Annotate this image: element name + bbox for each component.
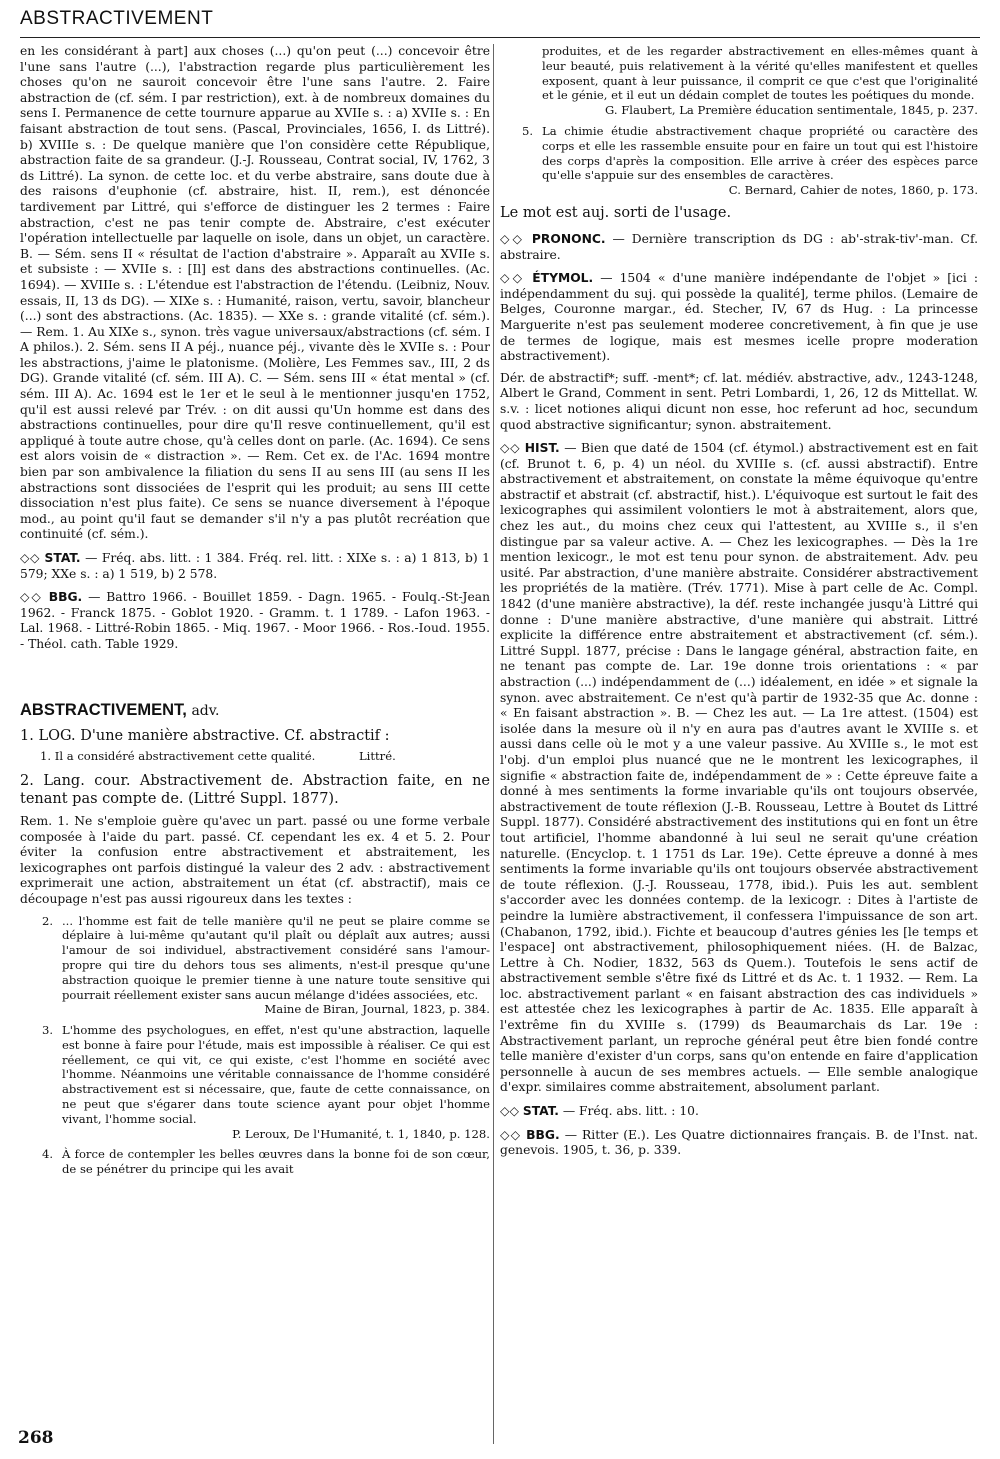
left-column: [20, 44, 490, 1183]
diamond-icon: ◇◇: [500, 1104, 519, 1119]
stat-text: — Fréq. abs. litt. : 10.: [562, 1104, 699, 1119]
definition-1: 1. LOG. D'une manière abstractive. Cf. abstractif :: [20, 728, 390, 745]
stat-label: STAT.: [522, 1104, 559, 1119]
example-5-text: La chimie étudie abstractivement chaque propriété ou caractère des corps et elle les rassemble ensuite pour en faire un tout qui est l'histoire des corps d'après la composition. Elle arrive à créer des espèces parce qu'elle s'appuie sur des ensembles de caractères.: [542, 123, 978, 183]
prononc-text: — Dernière transcription ds DG : ab'-strak-tiv'-man. Cf. abstraire.: [500, 231, 978, 262]
hist-text: — Bien que daté de 1504 (cf. étymol.) abstractivement est en fait (cf. Brunot t. 6, p. 4) un néol. du XVIIIe s. (cf. aussi abstractif). Entre abstractivement et abstraitement, on constate la même équivoque qu'entre abstractif et abstrait (cf. abstractif, hist.). L'équivoque est surtout le fait des lexicographes qui assimilent volontiers le mot à abstraitement, alors que, chez les aut., du moins chez ceux qui l'attestent, au XVIIIe s., il s'en distingue par sa valeur active. A. — Chez les lexicographes. — Dès la 1re mention lexicogr., le mot est tenu pour synon. de abstraitement. Adv. peu usité. Par abstraction, d'une manière abstraite. Considérer abstractivement les propriétés de la matière. (Trév. 1771). Mise à part celle de Ac. Compl. 1842 (d'une manière abstractive), la déf. reste inchangée jusqu'à Littré qui donne : D'une manière abstractive, d'une manière qui abstrait. Littré explicite la différence entre abstraitement et abstractivement (cf. sém.). Littré Suppl. 1877, précise : Dans le langage général, abstraction faite, en ne tenant pas compte de. Lar. 19e donne trois orientations : « par abstraction (...) indépendamment de (...) idéalement, en idée » et signale la synon. avec abstraitement. Ce n'est qu'à partir de 1932-35 que Ac. donne : « En faisant abstraction ». B. — Chez les aut. — La 1re attest. (1504) est isolée dans la mesure où il n'y en aura pas d'autres avant le XVIIIe s. et aussi dans celle où le mot y a une valeur passive. Au XVIIIe s., le mot est l'obj. d'un emploi plus nuancé que ne le montrent les lexicographes, il signifie « abstraction faite de, indépendamment de » : Cette épreuve faite a donné à mes sentiments la forme invariable qu'ils ont toujours observée, abstractivement de toute réflexion (J.-B. Rousseau, Lettre à Boutet ds Littré Suppl. 1877). Considéré abstractivement des institutions qui en font un être tout artificiel, l'homme abandonné à lui seul ne serait qu'une création naturelle. (Encyclop. t. 1 1751 ds Lar. 19e). Cette épreuve a donné à mes sentiments la forme invariable qu'ils ont toujours observée abstractivement de toute réflexion. (J.-J. Rousseau, 1778, ibid.). Puis les aut. semblent s'accorder avec les données contemp. de la lexicogr. : Dites à l'artiste de peindre la lumière abstractivement, il confessera l'impuissance de son art. (Chabanon, 1792, ibid.). Fichte et beaucoup d'autres génies les [le temps et l'espace] ont abstractivement, philosophiquement niées. (H. de Balzac, Lettre à Ch. Nodier, 1832, 563 ds Quem.). Toutefois le sens actif de abstractivement semble s'être fixé ds Littré et ds Ac. t. 1 1932. — Rem. La loc. abstractivement parlant « en faisant abstraction des cas individuels » est attestée chez les lexicographes à partir de Ac. 1835. Elle apparaît à l'extrême fin du XVIIIe s. (1799) ds Beaumarchais ds Lar. 19e : Abstractivement parlant, un reproche général peut être bien fondé contre telle manière d'exister d'un corps, sans qu'on entende en faire d'application personnelle à aucun de ses membres actuels. — Elle semble analogique d'expr. similaires comme abstraitement, absolument parlant.: [500, 441, 978, 1095]
entry-headword: [20, 700, 490, 720]
example-1-source: Littré.: [358, 749, 396, 764]
example-number: 4.: [42, 1147, 54, 1162]
previous-entry-continuation: en les considérant à part] aux choses (...) qu'on peut (...) concevoir être l'une sans l'autre (...), l'abstraction regarde plus particulièrement les choses qu'on ne sauroit concevoir être l'une sans l'autre. 2. Faire abstraction de (cf. sém. I par restriction), ext. à de nombreux domaines du sens I. Permanence de cette tournure apparue au XVIIe s. : a) XVIIe s. : En faisant abstraction de tout sens. (Pascal, Provinciales, 1656, I. ds Littré). b) XVIIIe s. : De quelque manière que l'on considère cette République, abstraction faite de sa grandeur. (J.-J. Rousseau, Contrat social, IV, 1762, 3 ds Littré). La synon. de cette loc. et du verbe abstraire, sans doute due à des raisons d'euphonie (cf. abstraire, hist. II, rem.), est dénoncée tardivement par Littré, qui s'efforce de distinguer les 2 termes : Faire abstraction, c'est ne pas tenir compte de. Abstraire, c'est exécuter l'opération intellectuelle par laquelle on isole, dans un objet, un caractère. B. — Sém. sens II « résultat de l'action d'abstraire ». Apparaît au XVIIe s. et subsiste : — XVIIe s. : [Il] est dans des abstractions continuelles. (Ac. 1694). — XVIIIe s. : L'étendue est l'abstraction de l'étendu. (Leibniz, Nouv. essais, II, 13 ds DG). — XIXe s. : Humanité, raison, vertu, savoir, blancheur (...) sont des abstractions. (Ac. 1835). — XXe s. : grande vitalité (cf. sém.). — Rem. 1. Au XIXe s., synon. très vague universaux/abstractions (cf. sém. I A philos.). 2. Sém. sens II A péj., nuance péj., vivante dès le XVIIe s. : Pour les abstractions, j'aime le platonisme. (Molière, Les Femmes sav., III, 2 ds DG). Grande vitalité (cf. sém. III A). C. — Sém. sens III « état mental » (cf. sém. III A). Ac. 1694 est le 1er et le seul à le mentionner jusqu'en 1752, qu'il est aussi relevé par Trév. : on dit aussi qu'Un homme est dans des abstractions continuelles, pour dire qu'Il resve continuellement, qu'il est appliqué à toute autre chose, qu'à celles dont on parle. (Ac. 1694). Ce sens est alors voisin de « distraction ». — Rem. Cet ex. de l'Ac. 1694 montre bien par son ambivalence la filiation du sens II au sens III (au sens II les abstractions sont dissociées de l'esprit qui les produit; au sens III cette dissociation n'est plus faite). Ce sens se nuance diversement à l'époque mod., au point qu'il faut se demander s'il n'y a pas plutôt recréation que continuité (cf. sém.).: [20, 44, 490, 542]
bbg-section-2: [500, 1128, 978, 1159]
etymol-derivation: Dér. de abstractif*; suff. -ment*; cf. lat. médiév. abstractive, adv., 1243-1248, Albert le Grand, Comment in sent. Petri Lombardi, 1, 26, 12 ds Mittellat. W. s.v. : licet notiones aliqui dicunt non esse, hoc referunt ad hoc, secundum quod abstractive significantur; synon. abstraitement.: [500, 370, 978, 432]
diamond-icon: ◇◇: [500, 441, 521, 456]
bbg-text: — Ritter (E.). Les Quatre dictionnaires français. B. de l'Inst. nat. genevois. 1905, t. 36, p. 339.: [500, 1127, 978, 1158]
page-number: 268: [18, 1428, 54, 1448]
stat-label: STAT.: [44, 551, 81, 565]
example-4-continuation: [522, 44, 978, 118]
bbg-label: BBG.: [48, 590, 83, 605]
example-4-source: G. Flaubert, La Première éducation sentimentale, 1845, p. 237.: [605, 103, 978, 118]
etymol-section: [500, 271, 978, 365]
header-rule: [20, 37, 980, 38]
example-4-cont-text: produites, et de les regarder abstractivement en elles-mêmes quant à leur beauté, puis relativement à la vérité qu'elles manifestent et quelles exposent, quant à leur puissance, il comprit ce que c'est que l'originalité et le génie, et il eut un dédain complet de toutes les poétiques du monde.: [542, 44, 978, 103]
bbg-label: BBG.: [526, 1127, 560, 1142]
etymol-label: ÉTYMOL.: [532, 271, 594, 286]
example-2-source: Maine de Biran, Journal, 1823, p. 384.: [264, 1002, 490, 1017]
diamond-icon: ◇◇: [500, 271, 526, 286]
part-of-speech: adv.: [191, 702, 220, 719]
stat-section: [20, 551, 490, 582]
example-2-text: ... l'homme est fait de telle manière qu'il ne peut se plaire comme se déplaire à lui-même qu'autant qu'il plaît ou déplaît aux autres; aussi l'amour de soi individuel, abstractivement considéré sans l'amour-propre qui tire du dehors tous ses aliments, n'est-il presque qu'une abstraction quoique le premier tienne à une nature toute sensitive qui pourrait réellement exister sans aucun mélange d'idées associées, etc.: [62, 913, 490, 1002]
stat-section-2: [500, 1104, 978, 1120]
diamond-icon: ◇◇: [20, 590, 43, 605]
diamond-icon: ◇◇: [20, 551, 41, 565]
example-number: 5.: [522, 123, 534, 138]
stat-text: — Fréq. abs. litt. : 1 384. Fréq. rel. litt. : XIXe s. : a) 1 813, b) 1 579; XXe s. : a) 1 519, b) 2 578.: [20, 551, 490, 581]
example-number: 2.: [42, 913, 54, 928]
prononc-section: [500, 232, 978, 263]
hist-section: [500, 441, 978, 1096]
example-4-text: À force de contempler les belles œuvres dans la bonne foi de son cœur, de se pénétrer du principe qui les avait: [62, 1147, 490, 1177]
example-1-text: 1. Il a considéré abstractivement cette qualité.: [40, 749, 316, 764]
hist-label: HIST.: [524, 441, 560, 456]
headword-text: ABSTRACTIVEMENT,: [20, 700, 187, 719]
column-divider: [493, 44, 494, 1444]
example-4: [42, 1147, 490, 1177]
etymol-text: — 1504 « d'une manière indépendante de l'objet » [ici : indépendamment du suj. qui possède la qualité], terme philos. (Lemaire de Belges, Couronne margar., éd. Stecher, IV, 67 ds Hug. : La princesse Marguerite n'est pas seulement moderee concretivement, à fin que je use de termes de logique, mais est mesmes icelle propre moderation abstractivement).: [500, 271, 978, 364]
diamond-icon: ◇◇: [500, 1127, 522, 1142]
prononc-label: PRONONC.: [531, 231, 606, 246]
example-5-source: C. Bernard, Cahier de notes, 1860, p. 173.: [728, 183, 978, 198]
running-head: ABSTRACTIVEMENT: [20, 8, 214, 29]
example-1: [40, 749, 490, 764]
example-3: [42, 1023, 490, 1141]
remark: Rem. 1. Ne s'emploie guère qu'avec un part. passé ou une forme verbale composée à l'aide du part. passé. Cf. cependant les ex. 4 et 5. 2. Pour éviter la confusion entre abstractivement et abstraitement, les lexicographes ont parfois distingué la valeur des 2 adv. : abstractivement exprimerait une action, abstraitement un état (cf. abstractif), mais ce découpage n'est pas aussi rigoureux dans les textes :: [20, 813, 490, 906]
bbg-text: — Battro 1966. - Bouillet 1859. - Dagn. 1965. - Foulq.-St-Jean 1962. - Franck 1875. - Goblot 1920. - Gramm. t. 1 1789. - Lafon 1963. - Lal. 1968. - Littré-Robin 1865. - Miq. 1967. - Moor 1966. - Ros.-Ioud. 1955. - Théol. cath. Table 1929.: [20, 590, 490, 651]
right-column: [500, 44, 978, 1165]
example-3-text: L'homme des psychologues, en effet, n'est qu'une abstraction, laquelle est bonne à faire pour l'étude, mais est impossible à réaliser. Ce qui est réellement, ce qui vit, ce qui existe, c'est l'homme en société avec l'homme. Néanmoins une véritable connaissance de l'homme considéré abstractivement est si nécessaire, que, faute de cette connaissance, on ne peut que s'égarer dans toute science ayant pour objet l'homme vivant, l'homme social.: [62, 1023, 490, 1126]
usage-note: Le mot est auj. sorti de l'usage.: [500, 204, 732, 221]
example-3-source: P. Leroux, De l'Humanité, t. 1, 1840, p. 128.: [232, 1126, 490, 1141]
example-5: [522, 124, 978, 198]
bbg-section: [20, 590, 490, 652]
example-2: [42, 914, 490, 1018]
diamond-icon: ◇◇: [500, 231, 525, 246]
definition-2: 2. Lang. cour. Abstractivement de. Abstraction faite, en ne tenant pas compte de. (Littré Suppl. 1877).: [20, 772, 490, 807]
example-number: 3.: [42, 1023, 54, 1038]
